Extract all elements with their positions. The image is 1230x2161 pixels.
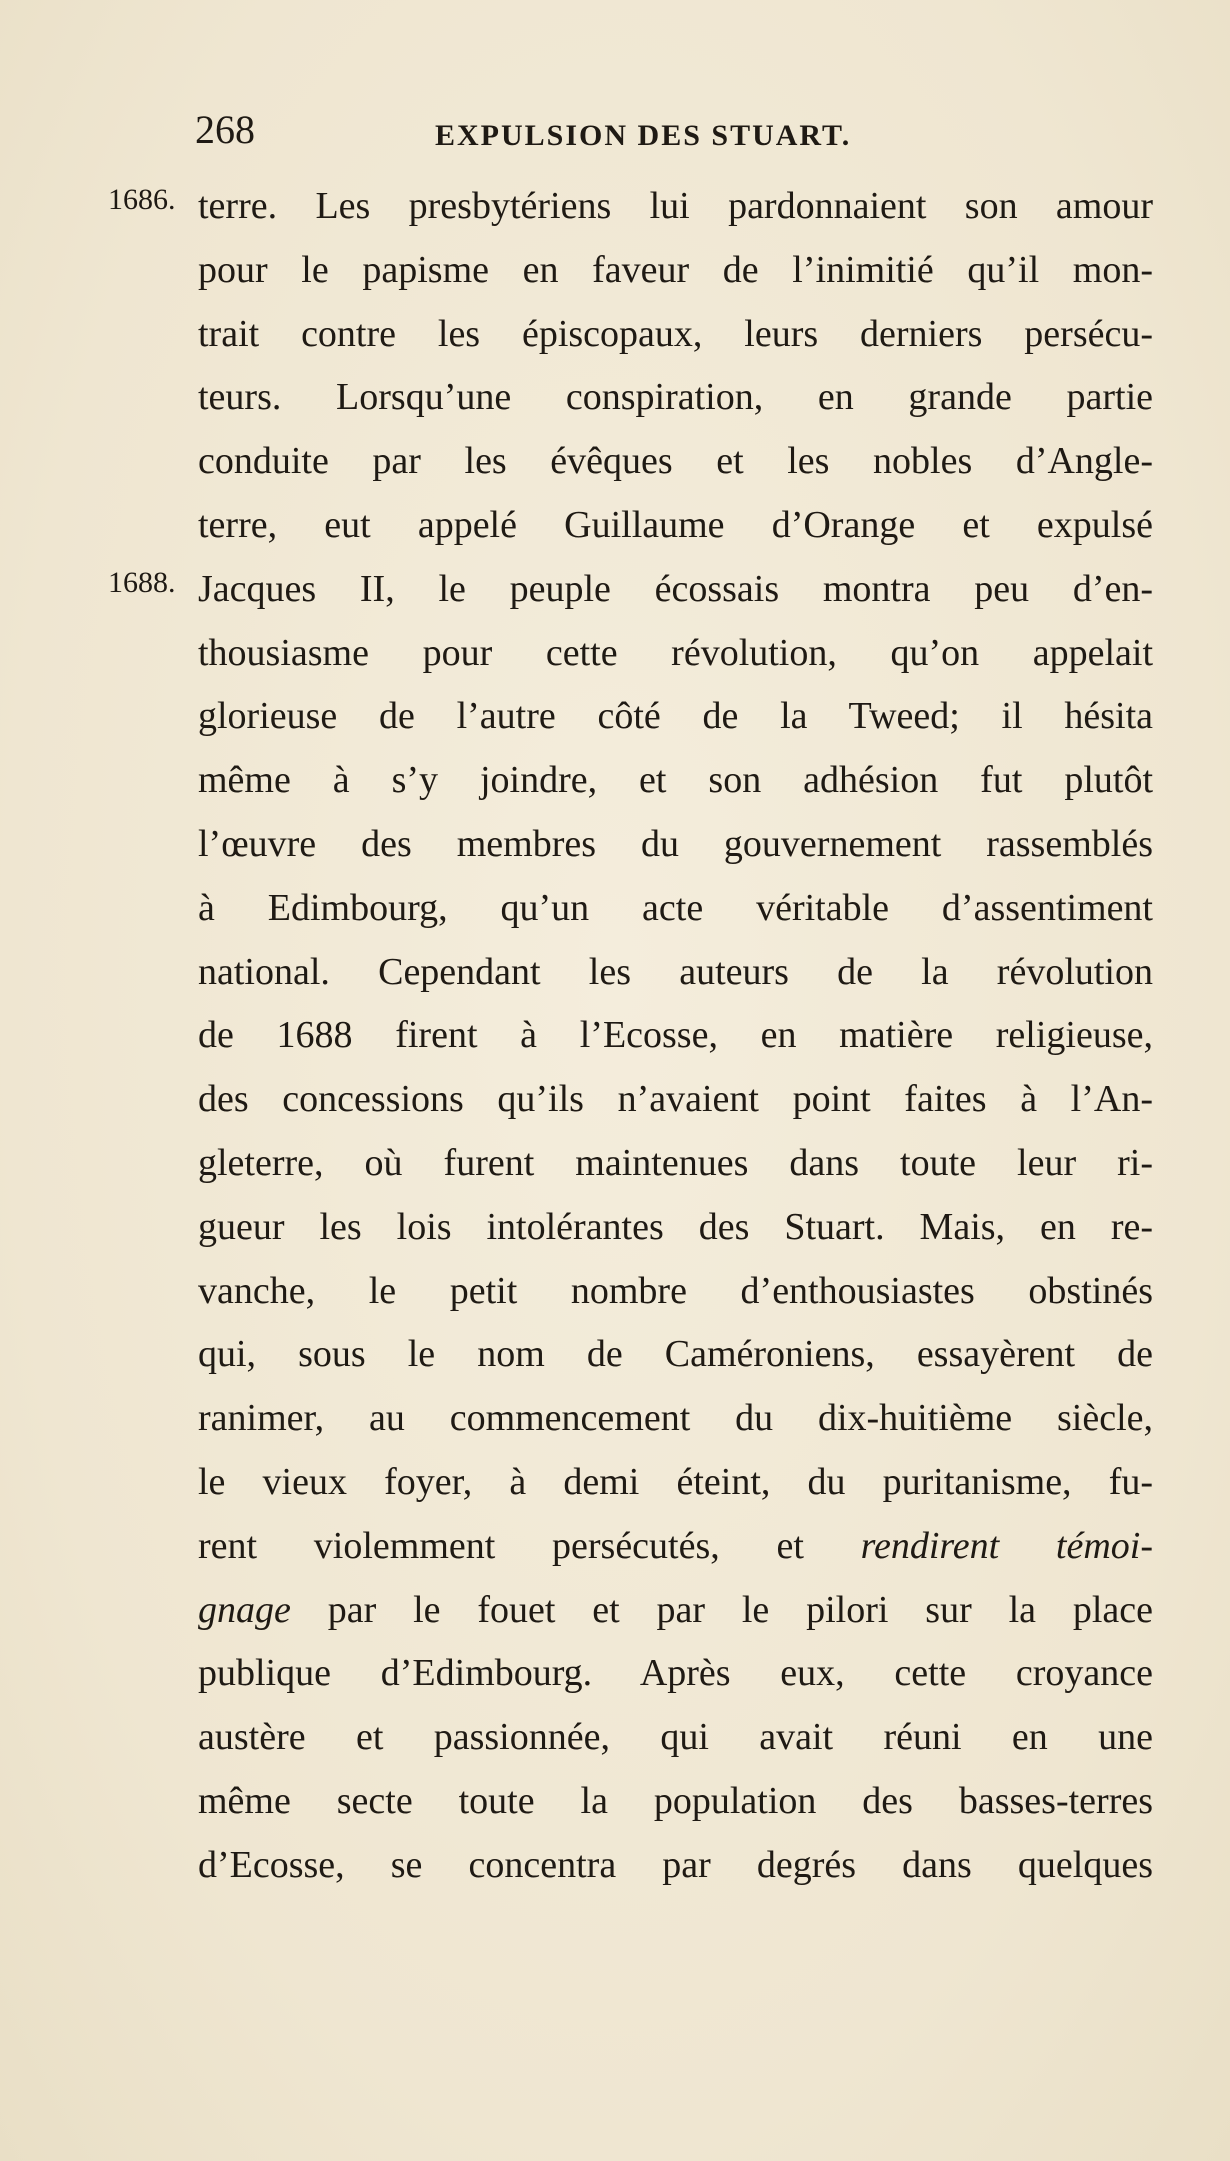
text-segment: glorieuse de l’autre côté de la Tweed; il hésita	[198, 695, 1153, 738]
text-line	[198, 1004, 1153, 1068]
text-line	[198, 430, 1153, 494]
text-line	[198, 1706, 1153, 1770]
text-line	[198, 685, 1153, 749]
running-title: EXPULSION DES STUART.	[435, 119, 852, 152]
text-line	[198, 366, 1153, 430]
text-line	[198, 877, 1153, 941]
text-line	[198, 1260, 1153, 1324]
text-segment: trait contre les épiscopaux, leurs derniers persécu-	[198, 312, 1153, 355]
margin-date-1686: 1686.	[108, 183, 176, 216]
text-line	[198, 303, 1153, 367]
text-segment: de 1688 firent à l’Ecosse, en matière religieuse,	[198, 1014, 1153, 1057]
text-line	[198, 1579, 1153, 1643]
text-segment: terre, eut appelé Guillaume d’Orange et expulsé	[198, 503, 1153, 546]
italic-text: gnage	[198, 1588, 291, 1631]
text-segment: qui, sous le nom de Caméroniens, essayèrent de	[198, 1333, 1153, 1376]
text-segment: par le fouet et par le pilori sur la place	[290, 1588, 1153, 1631]
text-line	[198, 1132, 1153, 1196]
text-line	[198, 622, 1153, 686]
italic-text: rendirent témoi-	[860, 1524, 1153, 1567]
text-segment: vanche, le petit nombre d’enthousiastes obstinés	[198, 1269, 1153, 1312]
text-line	[198, 239, 1153, 303]
text-line	[198, 1068, 1153, 1132]
text-segment: le vieux foyer, à demi éteint, du puritanisme, fu-	[198, 1460, 1153, 1503]
text-segment: publique d’Edimbourg. Après eux, cette croyance	[198, 1652, 1153, 1695]
text-line	[198, 1515, 1153, 1579]
text-segment: national. Cependant les auteurs de la révolution	[198, 950, 1153, 993]
text-segment: thousiasme pour cette révolution, qu’on appelait	[198, 631, 1153, 674]
text-line	[198, 941, 1153, 1005]
text-segment: à Edimbourg, qu’un acte véritable d’assentiment	[198, 886, 1153, 929]
margin-date-1688: 1688.	[108, 566, 176, 599]
text-segment: Jacques II, le peuple écossais montra peu d’en-	[198, 567, 1153, 610]
text-segment: ranimer, au commencement du dix-huitième siècle,	[198, 1397, 1153, 1440]
page-header	[195, 100, 915, 160]
text-line	[198, 1770, 1153, 1834]
text-line	[198, 1451, 1153, 1515]
text-line	[198, 749, 1153, 813]
text-segment: l’œuvre des membres du gouvernement rassemblés	[198, 822, 1153, 865]
text-line	[198, 813, 1153, 877]
text-segment: d’Ecosse, se concentra par degrés dans quelques	[198, 1843, 1153, 1886]
text-line	[198, 1642, 1153, 1706]
text-segment: même secte toute la population des basses-terres	[198, 1779, 1153, 1822]
text-line	[198, 175, 1153, 239]
text-segment: terre. Les presbytériens lui pardonnaient son amour	[198, 185, 1153, 227]
text-line	[198, 1834, 1153, 1898]
text-segment: même à s’y joindre, et son adhésion fut plutôt	[198, 759, 1153, 802]
text-segment: teurs. Lorsqu’une conspiration, en grande partie	[198, 376, 1153, 419]
body-text	[198, 175, 1153, 1898]
text-line	[198, 1323, 1153, 1387]
text-line	[198, 1196, 1153, 1260]
text-segment: conduite par les évêques et les nobles d’Angle-	[198, 440, 1153, 483]
text-line	[198, 494, 1153, 558]
text-segment: gueur les lois intolérantes des Stuart. Mais, en re-	[198, 1205, 1153, 1248]
text-segment: pour le papisme en faveur de l’inimitié qu’il mon-	[198, 248, 1153, 291]
text-segment: des concessions qu’ils n’avaient point faites à l’An-	[198, 1078, 1153, 1121]
text-segment: rent violemment persécutés, et	[198, 1524, 861, 1567]
text-line	[198, 1387, 1153, 1451]
text-segment: austère et passionnée, qui avait réuni en une	[198, 1716, 1153, 1759]
text-line	[198, 558, 1153, 622]
text-segment: gleterre, où furent maintenues dans toute leur ri-	[198, 1141, 1153, 1184]
page-number: 268	[195, 107, 255, 152]
